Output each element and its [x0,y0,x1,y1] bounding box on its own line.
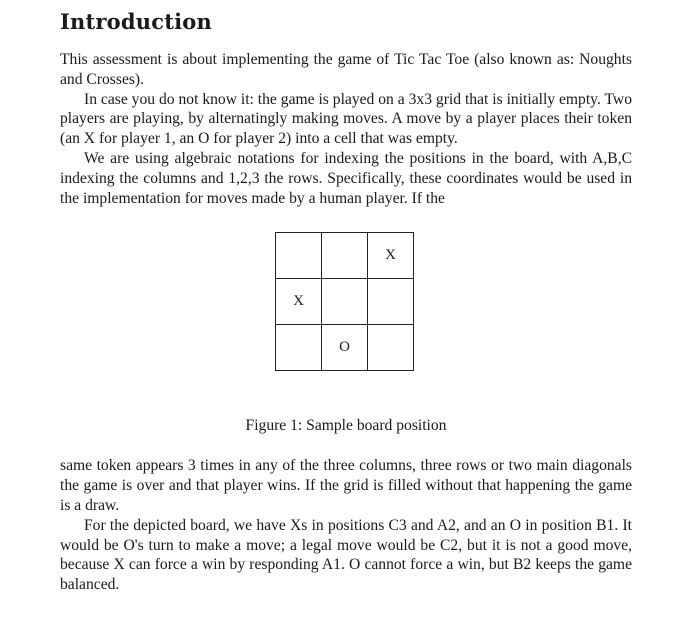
paragraph-rules: In case you do not know it: the game is played on a 3x3 grid that is initially empty. Two players are playing, by alternatingly making moves. A move by a player places their token (an X for player 1, an O for player 2) into a cell that was empty. [60,90,632,148]
board-cell-a3 [276,233,322,279]
board-cell-b3 [322,233,368,279]
paragraph-win-condition: same token appears 3 times in any of the three columns, three rows or two main diagonals the game is over and that player wins. If the grid is filled without that happening the game is a draw. [60,457,632,514]
paragraph-intro: This assessment is about implementing the game of Tic Tac Toe (also known as: Noughts and Crosses). [60,51,632,88]
board-cell-c2 [368,279,414,325]
board-cell-c3: X [368,233,414,279]
paragraph-example: For the depicted board, we have Xs in positions C3 and A2, and an O in position B1. It would be O's turn to make a move; a legal move would be C2, but it is not a good move, because X can force a win by responding A1. O cannot force a win, but B2 keeps the game balanced. [60,516,632,594]
figure-board [60,232,632,436]
board-cell-c1 [368,325,414,371]
board-cell-b2 [322,279,368,325]
board-cell-a2: X [276,279,322,325]
board-cell-b1: O [322,325,368,371]
paragraph-notation: We are using algebraic notations for indexing the positions in the board, with A,B,C indexing the columns and 1,2,3 the rows. Specifically, these coordinates would be used in the implementation for moves made by a human player. If the [60,149,632,207]
document-page [60,8,632,595]
board-cell-a1 [276,325,322,371]
section-title: Introduction [60,9,212,34]
tic-tac-toe-board [275,232,414,371]
figure-caption: Figure 1: Sample board position [245,417,447,435]
